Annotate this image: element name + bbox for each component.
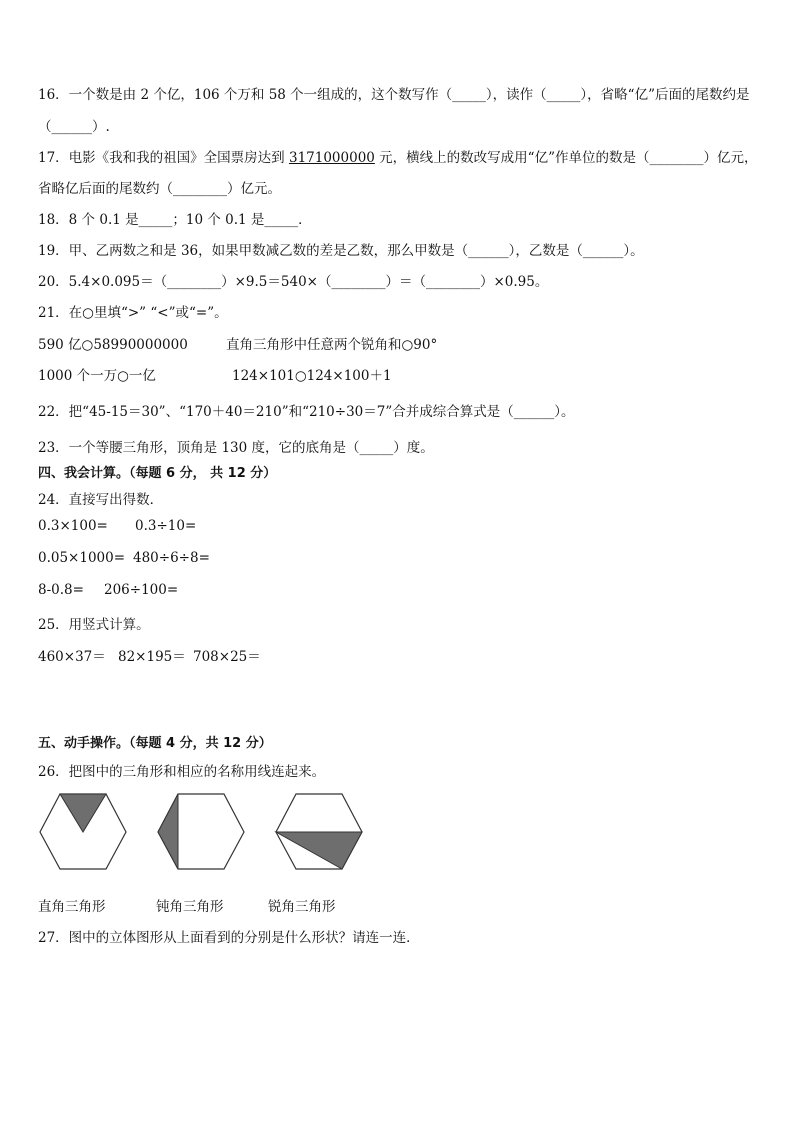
- section5-heading: 五、动手操作。（每题 4 分，共 12 分）: [38, 736, 272, 751]
- q25-c: 708×25＝: [193, 649, 261, 665]
- q25-a: 460×37＝: [38, 649, 106, 665]
- q24-r3b: 206÷100=: [104, 582, 179, 598]
- q24-r1b: 0.3÷10=: [135, 518, 197, 534]
- q16-line2: （______）.: [38, 119, 110, 135]
- q17-line1: [38, 146, 758, 166]
- q17-pre: 17．电影《我和我的祖国》全国票房达到: [38, 150, 289, 166]
- section4-heading: 四、我会计算。（每题 6 分， 共 12 分）: [38, 466, 277, 481]
- q24-r1a: 0.3×100=: [38, 518, 108, 534]
- q24-r2b: 480÷6÷8=: [133, 550, 210, 566]
- q27: 27．图中的立体图形从上面看到的分别是什么形状？请连一连．: [38, 930, 420, 946]
- q21-c: 1000 个一万○一亿: [38, 368, 156, 384]
- q20: 20．5.4×0.095＝（________）×9.5＝540×（________）＝（________）×0.95。: [38, 274, 549, 290]
- q26-title: 26．把图中的三角形和相应的名称用线连起来。: [38, 764, 326, 780]
- q17-post: 元，横线上的数改写成用“亿”作单位的数是（________）亿元，: [374, 150, 758, 166]
- shaded-triangle: [60, 794, 106, 832]
- q22: 22．把“45-15＝30”、“170＋40＝210”和“210÷30＝7”合并成综合算式是（______）。: [38, 404, 575, 420]
- q19: 19．甲、乙两数之和是 36，如果甲数减乙数的差是乙数，那么甲数是（______），乙数是（______）。: [38, 243, 644, 259]
- q21-b: 直角三角形中任意两个锐角和○90°: [226, 337, 438, 353]
- q25-b: 82×195＝: [118, 649, 186, 665]
- q21-a: 590 亿○58990000000: [38, 337, 188, 353]
- q21-title: 21．在○里填“>” “<”或“=”。: [38, 305, 228, 321]
- q24-title: 24．直接写出得数．: [38, 492, 164, 508]
- shaded-triangle: [158, 794, 178, 869]
- q26-label-right-triangle: 直角三角形: [38, 899, 106, 915]
- q16-line1: 16．一个数是由 2 个亿，106 个万和 58 个一组成的，这个数写作（_____），读作（_____），省略“亿”后面的尾数约是: [38, 87, 750, 103]
- q25-title: 25．用竖式计算。: [38, 617, 150, 633]
- q24-r3a: 8-0.8=: [38, 582, 84, 598]
- q26-label-acute-triangle: 锐角三角形: [268, 899, 336, 915]
- shaded-triangle: [276, 832, 362, 869]
- q26-label-obtuse-triangle: 钝角三角形: [156, 899, 224, 915]
- q18: 18．8 个 0.1 是_____；10 个 0.1 是_____．: [38, 212, 312, 228]
- hexagon-figure-1: [38, 793, 128, 871]
- q17-number: 3171000000: [288, 150, 375, 166]
- q17-line2: 省略亿后面的尾数约（________）亿元。: [38, 181, 281, 197]
- q21-d: 124×101○124×100＋1: [232, 368, 392, 384]
- hexagon-figure-3: [274, 793, 364, 871]
- hexagon-figure-2: [156, 793, 246, 871]
- q24-r2a: 0.05×1000=: [38, 550, 126, 566]
- q23: 23．一个等腰三角形，顶角是 130 度，它的底角是（_____）度。: [38, 440, 434, 456]
